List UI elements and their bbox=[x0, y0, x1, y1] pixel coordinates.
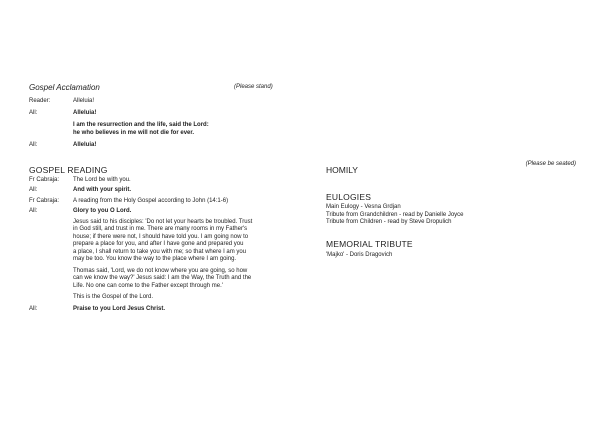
gospel-acclamation-header bbox=[29, 83, 281, 95]
line-text: I am the resurrection and the life, said the Lord: bbox=[73, 122, 209, 128]
speaker: Fr Cabraja: bbox=[29, 176, 60, 183]
passage-line: in God still, and trust in me. There are many rooms in my Father's bbox=[73, 226, 248, 232]
gospel-passage-2 bbox=[29, 268, 281, 291]
please-stand-note: (Please stand) bbox=[234, 84, 273, 90]
acclamation-line bbox=[29, 98, 281, 106]
passage-line: a place, I shall return to take you with me; so that where I am you bbox=[73, 248, 247, 255]
speaker: Reader: bbox=[29, 98, 51, 104]
gospel-closing bbox=[29, 294, 281, 302]
eulogy-line: Tribute from Children - read by Steve Dropulich bbox=[326, 219, 452, 225]
line-text: Alleluia! bbox=[73, 142, 97, 148]
line-text: A reading from the Holy Gospel according to John (14:1-6) bbox=[73, 197, 229, 204]
homily-header bbox=[326, 160, 576, 178]
passage-line: may be too. You know the way to the place where I am going. bbox=[73, 256, 237, 262]
reading-line bbox=[29, 177, 281, 185]
line-text: The Lord be with you. bbox=[73, 176, 131, 183]
passage-line: house; if there were not, I should have told you. I am going now to bbox=[73, 233, 249, 240]
line-text: Alleluia! bbox=[73, 98, 95, 104]
closing-text: This is the Gospel of the Lord. bbox=[73, 294, 154, 300]
speaker bbox=[29, 130, 73, 138]
speaker: All: bbox=[29, 187, 38, 193]
response-text: Praise to you Lord Jesus Christ. bbox=[73, 305, 166, 312]
gospel-acclamation-title: Gospel Acclamation bbox=[29, 83, 100, 92]
line-text: Glory to you O Lord. bbox=[73, 208, 132, 214]
homily-title: HOMILY bbox=[326, 165, 358, 175]
speaker: All: bbox=[29, 109, 38, 116]
right-column bbox=[326, 160, 576, 259]
passage-line: Life. No one can come to the Father except through me.' bbox=[73, 282, 223, 289]
acclamation-line bbox=[29, 110, 281, 118]
speaker: All: bbox=[29, 208, 38, 214]
reading-line bbox=[29, 187, 281, 195]
speaker: Fr Cabraja: bbox=[29, 197, 60, 204]
acclamation-line bbox=[29, 130, 281, 138]
acclamation-line bbox=[29, 142, 281, 150]
eulogies-title: EULOGIES bbox=[326, 192, 372, 202]
line-text: Alleluia! bbox=[73, 109, 97, 116]
passage-line: Jesus said to his disciples: 'Do not let your hearts be troubled. Trust bbox=[73, 218, 253, 225]
speaker bbox=[29, 122, 73, 130]
line-text: And with your spirit. bbox=[73, 187, 131, 193]
gospel-passage-1 bbox=[29, 219, 281, 264]
passage-line: prepare a place for you, and after I have gone and prepared you bbox=[73, 241, 244, 247]
eulogy-line: Tribute from Grandchildren - read by Danielle Joyce bbox=[326, 211, 464, 218]
line-text: he who believes in me will not die for ever. bbox=[73, 129, 195, 136]
passage-line: can we know the way?' Jesus said: I am the Way, the Truth and the bbox=[73, 275, 252, 281]
please-seated-note: (Please be seated) bbox=[525, 161, 576, 167]
gospel-reading-title: GOSPEL READING bbox=[29, 164, 108, 175]
speaker: All: bbox=[29, 305, 38, 312]
acclamation-line bbox=[29, 122, 281, 130]
eulogy-line: Main Eulogy - Vesna Grdjan bbox=[326, 204, 401, 210]
gospel-response bbox=[29, 306, 281, 314]
left-column bbox=[29, 83, 281, 313]
memorial-tribute-title: MEMORIAL TRIBUTE bbox=[326, 238, 413, 249]
reading-line bbox=[29, 208, 281, 216]
reading-line bbox=[29, 198, 281, 206]
memorial-tribute-line: 'Majko' - Doris Dragovich bbox=[326, 251, 393, 258]
speaker: All: bbox=[29, 142, 38, 148]
passage-line: Thomas said, 'Lord, we do not know where you are going, so how bbox=[73, 267, 248, 274]
